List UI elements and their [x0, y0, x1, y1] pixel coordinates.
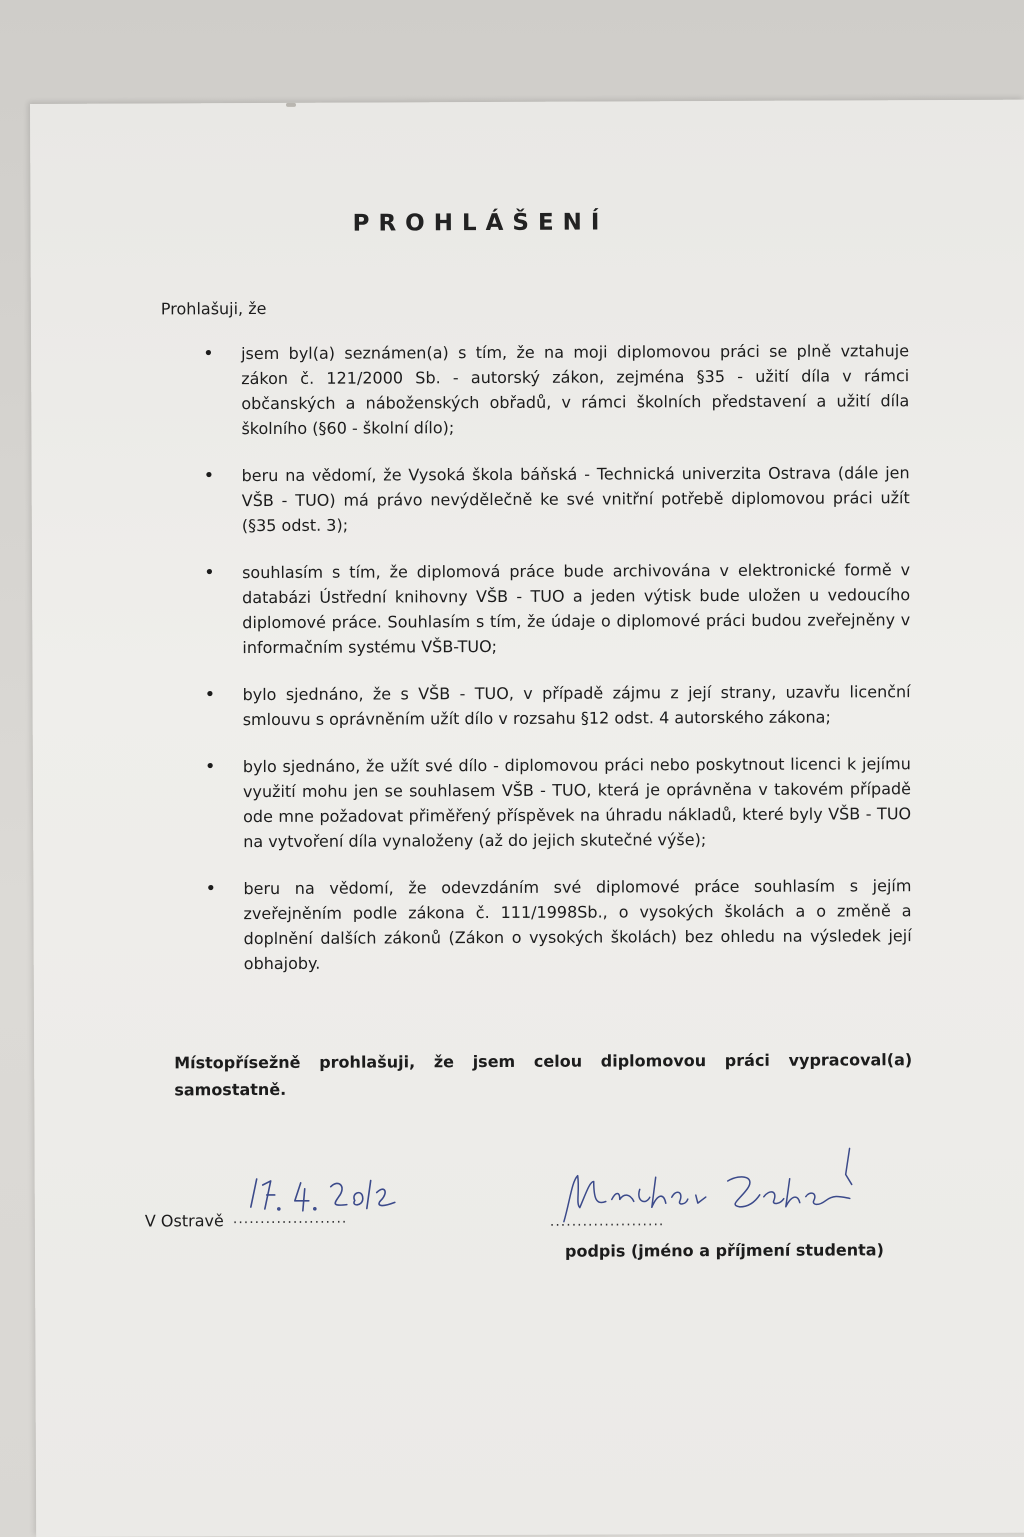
date-dotted-line: ..................... [232, 1210, 348, 1228]
place-label: V Ostravě [144, 1211, 224, 1231]
list-item: • jsem byl(a) seznámen(a) s tím, že na moji diplomovou práci se plně vztahuje zákon č. 121/2000 Sb. - autorský zákon, zejména §35 - užití díla v rámci občanských a náboženských obřadů, v rámci školních představení a užití díla školního (§60 - školní dílo); [203, 338, 909, 441]
list-item: • souhlasím s tím, že diplomová práce bude archivována v elektronické formě v databázi Ústřední knihovny VŠB - TUO a jeden výtisk bude uložen u vedoucího diplomové práce. Souhlasím s tím, že údaje o diplomové práci budou zveřejněny v informačním systému VŠB-TUO; [204, 557, 910, 660]
closing-statement: Místopřísežně prohlašuji, že jsem celou diplomovou práci vypracoval(a) samostatně. [174, 1050, 913, 1100]
declaration-document [30, 100, 1024, 1537]
list-item: • beru na vědomí, že odevzdáním své diplomové práce souhlasím s jejím zveřejněním podle zákona č. 111/1998Sb., o vysokých školách a o změně a doplnění dalších zákonů (Zákon o vysokých školách) bez ohledu na výsledek její obhajoby. [205, 873, 911, 976]
list-item: • beru na vědomí, že Vysoká škola báňská - Technická univerzita Ostrava (dále jen VŠB - TUO) má právo nevýdělečně ke své vnitřní potřebě diplomovou práci užít (§35 odst. 3); [204, 460, 910, 538]
handwritten-signature [550, 1140, 870, 1231]
paper-speck [286, 103, 296, 107]
list-item: • bylo sjednáno, že užít své dílo - diplomovou práci nebo poskytnout licenci k jejímu využití mohu jen se souhlasem VŠB - TUO, která je oprávněna v takovém případě ode mne požadovat přiměřený příspěvek na úhradu nákladů, které byly VŠB - TUO na vytvoření díla vynaloženy (až do jejich skutečné výše); [205, 751, 911, 854]
list-item: • bylo sjednáno, že s VŠB - TUO, v případě zájmu z její strany, uzavřu licenční smlouvu s oprávněním užít dílo v rozsahu §12 odst. 4 autorského zákona; [205, 679, 911, 732]
intro-text: Prohlašuji, že [160, 298, 267, 319]
declaration-list [203, 338, 912, 998]
handwritten-date [239, 1170, 409, 1217]
document-sheet [30, 100, 1024, 1537]
signature-caption: podpis (jméno a příjmení studenta) [564, 1240, 884, 1261]
document-title: PROHLÁŠENÍ [352, 209, 609, 237]
signature-dotted-line: ..................... [549, 1213, 665, 1230]
